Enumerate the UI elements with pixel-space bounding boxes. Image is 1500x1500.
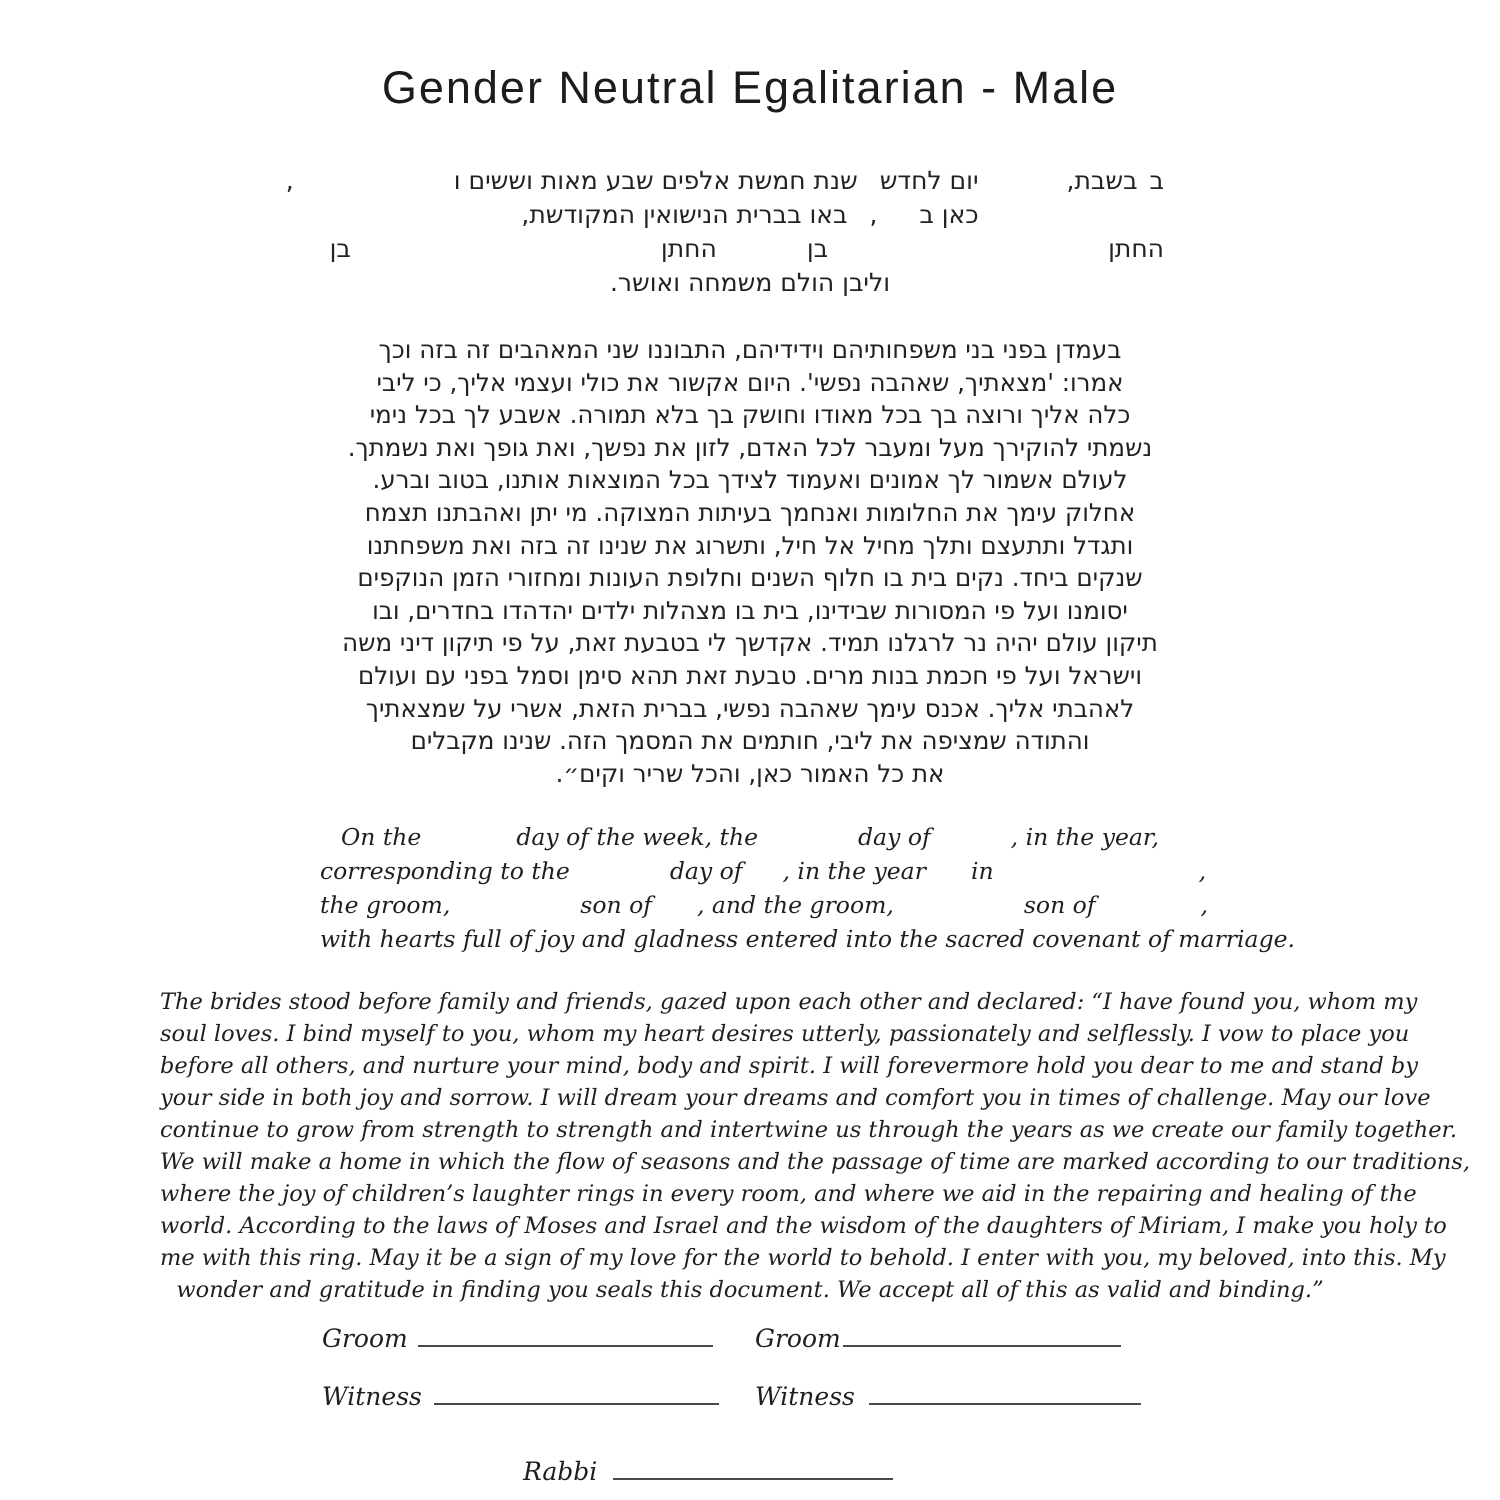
groom-left-signature-line <box>418 1322 713 1347</box>
page-title: Gender Neutral Egalitarian - Male <box>381 62 1119 113</box>
english-text-line: wonder and gratitude in finding you seals this document. We accept all of this as valid and binding.” <box>176 1277 1324 1304</box>
witness-left-label: Witness <box>322 1382 422 1412</box>
hebrew-text-line: כלה אליך ורוצה בך בכל מאודו וחושק בך בלא תמורה. אשבע לך בכל נימי <box>369 400 1131 430</box>
hebrew-year-phrase: שנת חמשת אלפים שבע מאות וששים ו <box>453 166 858 195</box>
fill-in-blank <box>877 222 919 223</box>
hebrew-text-line: וישראל ועל פי חכמת בנות מרים. טבעת זאת תהא סימן וסמל בפני עם ועולם <box>357 660 1143 690</box>
fill-in-blank <box>828 256 1108 257</box>
english-text-line: soul loves. I bind myself to you, whom my heart desires utterly, passionately and selflessly. I vow to place you <box>160 1021 1410 1048</box>
rabbi-signature-line <box>613 1455 893 1480</box>
groom-left-label: Groom <box>322 1323 408 1353</box>
fill-in-blank <box>979 188 1067 189</box>
fill-in-text: day of the week, the <box>516 823 759 852</box>
fill-in-text: son of <box>580 891 652 920</box>
english-declaration-paragraph <box>160 986 1470 1306</box>
hebrew-grooms-line <box>290 232 1210 266</box>
hebrew-covenant-phrase: באו בברית הנישואין המקודשת, <box>521 200 848 229</box>
groom-signature-row <box>0 1322 1500 1353</box>
english-text-line: where the joy of children’s laughter rings in every room, and where we aid in the repairing and healing of the <box>160 1181 1417 1208</box>
hebrew-joy-line: וליבן הולם משמחה ואושר. <box>609 268 891 297</box>
english-text-line: The brides stood before family and friends, gazed upon each other and declared: “I have found you, whom my <box>160 989 1418 1016</box>
hebrew-son2-word: בן <box>329 234 351 263</box>
hebrew-groom1-word: החתן <box>1108 234 1164 263</box>
rabbi-label: Rabbi <box>523 1456 598 1486</box>
english-date-section <box>320 820 1295 956</box>
fill-in-text: the groom, <box>320 891 451 920</box>
witness-right-signature <box>755 1381 1141 1412</box>
hebrew-text-line: אחלוק עימך את החלומות ואנחמך בעיתות המצוקה. מי יתן ואהבתנו תצמח <box>364 497 1136 527</box>
witness-right-label: Witness <box>755 1382 855 1412</box>
hebrew-text-line: לאהבתי אליך. אכנס עימך שאהבה נפשי, בברית הזאת, אשרי על שמצאתיך <box>365 693 1135 723</box>
fill-in-blank <box>758 844 858 845</box>
hebrew-day-prefix: ב <box>1149 166 1164 195</box>
fill-in-text: , in the year, <box>1010 823 1160 852</box>
fill-in-blank <box>450 912 580 913</box>
hebrew-here-prefix: כאן ב <box>919 200 979 229</box>
fill-in-blank <box>1138 188 1150 189</box>
hebrew-date-line <box>285 164 1210 198</box>
witness-left-signature <box>322 1381 755 1412</box>
witness-left-signature-line <box>434 1381 719 1406</box>
fill-in-text: in <box>970 857 994 886</box>
hebrew-text-line: בעמדן בפני בני משפחותיהם וידידיהם, התבוננו שני המאהבים זה בזה וכך <box>378 335 1122 364</box>
rabbi-signature <box>523 1455 893 1486</box>
fill-in-blank <box>858 188 880 189</box>
fill-in-blank <box>994 878 1199 879</box>
hebrew-shabbat-word: בשבת, <box>1066 166 1138 195</box>
fill-in-blank <box>894 912 1024 913</box>
fill-in-text: son of <box>1023 891 1096 920</box>
hebrew-day-of-month-phrase: יום לחדש <box>879 166 979 195</box>
fill-in-blank <box>926 878 971 879</box>
fill-in-blank <box>421 844 516 845</box>
fill-in-text: , <box>1198 857 1207 886</box>
signature-section <box>0 1322 1500 1486</box>
hebrew-text-line: נשמתי להוקירך מעל ומעבר לכל האדם, לזון את נפשך, ואת גופך ואת נשמתך. <box>347 432 1153 462</box>
groom-right-signature-line <box>843 1322 1121 1347</box>
hebrew-son1-word: בן <box>806 234 829 263</box>
fill-in-blank <box>847 222 869 223</box>
hebrew-text-line: אמרו: 'מצאתיך, שאהבה נפשי'. היום אקשור את כולי ועצמי אליך, כי ליבי <box>376 367 1124 397</box>
fill-in-blank <box>931 844 1011 845</box>
english-text-line: me with this ring. May it be a sign of my love for the world to behold. I enter with you, my beloved, into this. My <box>160 1245 1446 1272</box>
groom-right-label: Groom <box>755 1323 841 1353</box>
hebrew-text-line: לעולם אשמור לך אמונים ואעמוד לצידך בכל המוצאות אותנו, בטוב וברע. <box>372 465 1128 495</box>
english-text-line: your side in both joy and sorrow. I will dream your dreams and comfort you in times of challenge. May our love <box>160 1085 1431 1112</box>
fill-in-text: , in the year <box>782 857 926 886</box>
fill-in-blank <box>742 878 782 879</box>
hebrew-text-line: והתודה שמציפה את ליבי, חותמים את המסמך הזה. שנינו מקבלים <box>410 726 1090 756</box>
hebrew-body-paragraph <box>280 334 1220 790</box>
rabbi-signature-row <box>0 1455 1500 1486</box>
fill-in-blank <box>1096 912 1201 913</box>
hebrew-header-section <box>285 164 1210 300</box>
hebrew-groom2-word: החתן <box>660 234 717 263</box>
witness-signature-row <box>0 1381 1500 1412</box>
witness-right-signature-line <box>869 1381 1141 1406</box>
fill-in-blank <box>294 188 454 189</box>
fill-in-text: On the <box>340 823 422 852</box>
fill-in-text: , and the groom, <box>696 891 894 920</box>
hebrew-text-line: תיקון עולם יהיה נר לרגלנו תמיד. אקדשך לי בטבעת זאת, על פי תיקון דיני משה <box>342 628 1158 658</box>
hebrew-comma: , <box>869 200 878 229</box>
english-text-line: continue to grow from strength to strength and intertwine us through the years as we create our family together. <box>160 1117 1457 1144</box>
english-date-line-2 <box>320 854 1207 888</box>
hebrew-trailing-comma: , <box>285 166 294 195</box>
hebrew-text-line: את כל האמור כאן, והכל שריר וקים״. <box>555 758 945 788</box>
fill-in-blank <box>717 256 807 257</box>
fill-in-text: corresponding to the <box>320 857 570 886</box>
hebrew-text-line: יסומנו ועל פי המסורות שבידינו, בית בו מצהלות ילדים יהדהדו בחדרים, ובו <box>372 595 1128 625</box>
hebrew-text-line: שנקים ביחד. נקים בית בו חלוף השנים וחלופת העונות ומחזורי הזמן הנוקפים <box>357 563 1143 593</box>
fill-in-blank <box>570 878 670 879</box>
english-date-line-1 <box>320 820 1180 854</box>
english-grooms-line <box>320 888 1209 922</box>
fill-in-text: day of <box>669 857 743 886</box>
english-text-line: world. According to the laws of Moses and Israel and the wisdom of the daughters of Miriam, I make you holy to <box>160 1213 1447 1240</box>
english-text-line: We will make a home in which the flow of seasons and the passage of time are marked according to our traditions, <box>160 1149 1470 1176</box>
fill-in-blank <box>652 912 697 913</box>
english-covenant-line: with hearts full of joy and gladness entered into the sacred covenant of marriage. <box>320 925 1295 954</box>
groom-left-signature <box>322 1322 755 1353</box>
hebrew-text-line: ותגדל ותתעצם ותלך מחיל אל חיל, ותשרוג את שנינו זה בזה ואת משפחתנו <box>366 530 1134 560</box>
fill-in-blank <box>351 256 661 257</box>
fill-in-text: day of <box>858 823 931 852</box>
fill-in-text: , <box>1200 891 1209 920</box>
hebrew-place-line <box>290 198 1210 232</box>
groom-right-signature <box>755 1322 1121 1353</box>
english-text-line: before all others, and nurture your mind, body and spirit. I will forevermore hold you dear to me and stand by <box>160 1053 1419 1080</box>
